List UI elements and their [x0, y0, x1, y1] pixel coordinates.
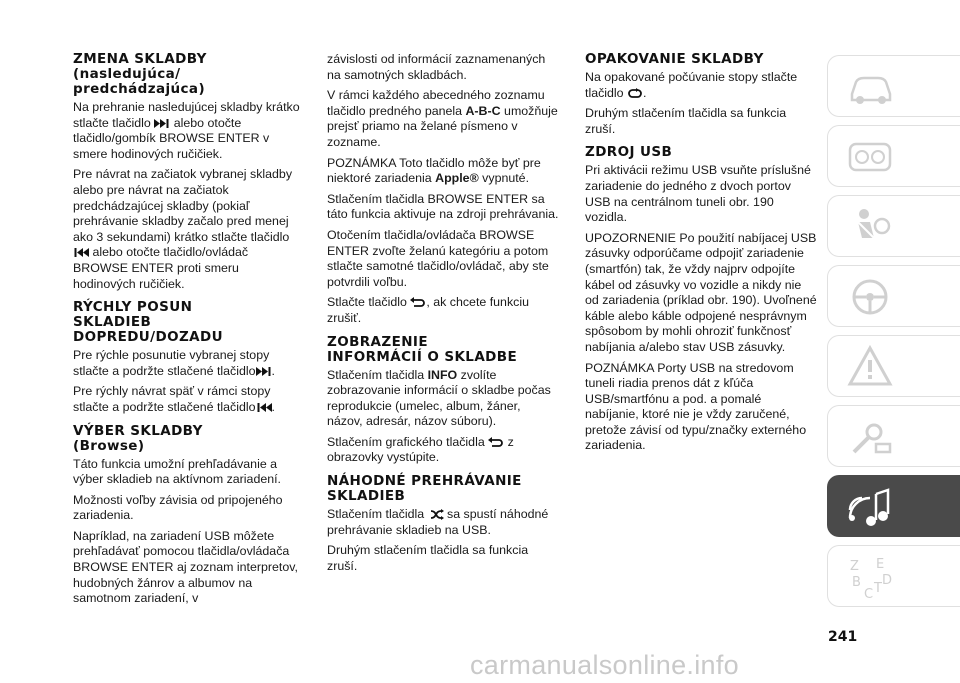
- column-right: [585, 52, 817, 459]
- seatbelt-airbag-icon: [846, 204, 894, 250]
- paragraph: Otočením tlačidla/ovládača BROWSE ENTER zvoľte želanú kategóriu a potom stlačte samotné tlačidlo/ovládač, aby ste potvrdili voľbu.: [327, 227, 549, 289]
- svg-text:B: B: [852, 575, 861, 590]
- paragraph: Pre návrat na začiatok vybranej skladby alebo pre návrat na začiatok predchádzajúcej skladby (pokiaľ prehrávanie skladby začalo pred menej ako 3 sekundami) krátko stlačte tlačidlo alebo otočte tlačidlo/ovládač BROWSE ENTER proti smeru hodinových ručičiek.: [73, 167, 293, 291]
- repeat-icon: [627, 88, 643, 99]
- warning-triangle-icon: [846, 344, 894, 390]
- info-button-label: INFO: [427, 367, 458, 382]
- back-arrow-icon: [488, 437, 504, 448]
- car-icon: [846, 64, 894, 110]
- heading-nahodne-prehravanie: NÁHODNÉ PREHRÁVANIE SKLADIEB: [327, 473, 522, 505]
- svg-text:C: C: [864, 587, 874, 600]
- tab-emergency[interactable]: [827, 335, 960, 397]
- apple-label: Apple®: [435, 171, 479, 186]
- next-track-icon: [154, 118, 170, 129]
- paragraph: závislosti od informácií zaznamenaných na samotných skladbách.: [327, 52, 546, 82]
- heading-rychly-posun: RÝCHLY POSUN SKLADIEB DOPREDU/DOZADU: [73, 299, 223, 346]
- tab-car[interactable]: [827, 55, 960, 117]
- paragraph: Napríklad, na zariadení USB môžete prehľadávať pomocou tlačidla/ovládača BROWSE ENTER aj zoznam interpretov, hudobných žánrov a albumov na samotnom zariadení, v: [73, 528, 298, 606]
- page-number: 241: [828, 629, 858, 645]
- paragraph: Na opakované počúvanie stopy stlačte tlačidlo .: [585, 70, 798, 100]
- tab-dashboard[interactable]: [827, 125, 960, 187]
- paragraph: Druhým stlačením tlačidla sa funkcia zruší.: [585, 106, 787, 136]
- paragraph: V rámci každého abecedného zoznamu tlačidlo predného panela A-B-C umožňuje prejsť priamo na želané písmeno v zozname.: [327, 88, 558, 149]
- column-left: [73, 52, 305, 612]
- heading-zmena-skladby: ZMENA SKLADBY (nasledujúca/ predchádzajúca): [73, 51, 207, 97]
- paragraph: POZNÁMKA Toto tlačidlo môže byť pre niektoré zariadenia Apple® vypnuté.: [327, 155, 541, 186]
- paragraph: Pre rýchly návrat späť v rámci stopy stlačte a podržte stlačené tlačidlo .: [73, 384, 275, 414]
- svg-text:Z: Z: [850, 559, 859, 574]
- steering-wheel-icon: [846, 274, 894, 320]
- paragraph: Druhým stlačením tlačidla sa funkcia zruší.: [327, 543, 529, 573]
- svg-text:E: E: [876, 557, 885, 572]
- abc-button-label: A-B-C: [465, 103, 501, 118]
- tab-driving[interactable]: [827, 265, 960, 327]
- paragraph: Pre rýchle posunutie vybranej stopy stlačte a podržte stlačené tlačidlo .: [73, 348, 275, 378]
- heading-opakovanie-skladby: OPAKOVANIE SKLADBY: [585, 51, 764, 67]
- chapter-tabs: [827, 55, 960, 625]
- tab-safety[interactable]: [827, 195, 960, 257]
- paragraph: Stlačením tlačidla sa spustí náhodné prehrávanie skladieb na USB.: [327, 507, 549, 537]
- paragraph: Pri aktivácii režimu USB vsuňte príslušné zariadenie do jedného z dvoch portov USB na centrálnom tuneli obr. 190 vozidla.: [585, 163, 811, 225]
- previous-track-icon: [73, 247, 89, 258]
- dashboard-icon: [846, 134, 894, 180]
- paragraph: Táto funkcia umožní prehľadávanie a výber skladieb na aktívnom zariadení.: [73, 456, 281, 487]
- svg-text:T: T: [874, 581, 882, 596]
- back-arrow-icon: [410, 297, 426, 308]
- paragraph: Stlačením grafického tlačidla z obrazovky vystúpite.: [327, 434, 514, 465]
- index-letters-icon: [846, 554, 894, 600]
- heading-vyber-skladby: VÝBER SKLADBY (Browse): [73, 422, 203, 454]
- column-middle: [327, 52, 559, 579]
- paragraph: UPOZORNENIE Po použití nabíjacej USB zásuvky odporúčame odpojiť zariadenie (smartfón) tak, že vždy najprv odpojíte kábel od zásuvky vo vozidle a nikdy nie od zariadenia (príklad obr. 190). Uvoľnené káble alebo káble odpojené nesprávnym spôsobom by mohli ohroziť funkčnosť nabíjania a/alebo stav USB zásuvky.: [585, 230, 817, 354]
- paragraph: Stlačte tlačidlo , ak chcete funkciu zrušiť.: [327, 295, 529, 325]
- shuffle-icon: [428, 509, 444, 520]
- watermark: carmanualsonline.info: [470, 650, 739, 680]
- tab-multimedia[interactable]: [827, 475, 960, 537]
- paragraph: Na prehranie nasledujúcej skladby krátko stlačte tlačidlo alebo otočte tlačidlo/gombík BROWSE ENTER v smere hodinových ručičiek.: [73, 100, 300, 161]
- rewind-icon: [256, 402, 272, 413]
- paragraph: Možnosti voľby závisia od pripojeného zariadenia.: [73, 492, 283, 523]
- heading-zobrazenie-informacii: ZOBRAZENIE INFORMÁCIÍ O SKLADBE: [327, 333, 518, 365]
- wrench-car-icon: [846, 414, 894, 460]
- paragraph: Stlačením tlačidla INFO zvolíte zobrazovanie informácií o skladbe počas reprodukcie (umelec, album, žáner, názov, adresár, názov súboru).: [327, 367, 551, 429]
- multimedia-icon: [846, 484, 894, 530]
- paragraph: Stlačením tlačidla BROWSE ENTER sa táto funkcia aktivuje na zdroji prehrávania.: [327, 191, 559, 222]
- tab-maintenance[interactable]: [827, 405, 960, 467]
- fast-forward-icon: [256, 366, 272, 377]
- paragraph: POZNÁMKA Porty USB na stredovom tuneli riadia prenos dát z kľúča USB/smartfónu a pod. a pomalé nabíjanie, ktoré nie je vždy zaručené, pretože závisí od typu/značky externého zariadenia.: [585, 360, 807, 453]
- tab-index[interactable]: [827, 545, 960, 607]
- heading-zdroj-usb: ZDROJ USB: [585, 144, 673, 161]
- svg-text:D: D: [882, 573, 893, 588]
